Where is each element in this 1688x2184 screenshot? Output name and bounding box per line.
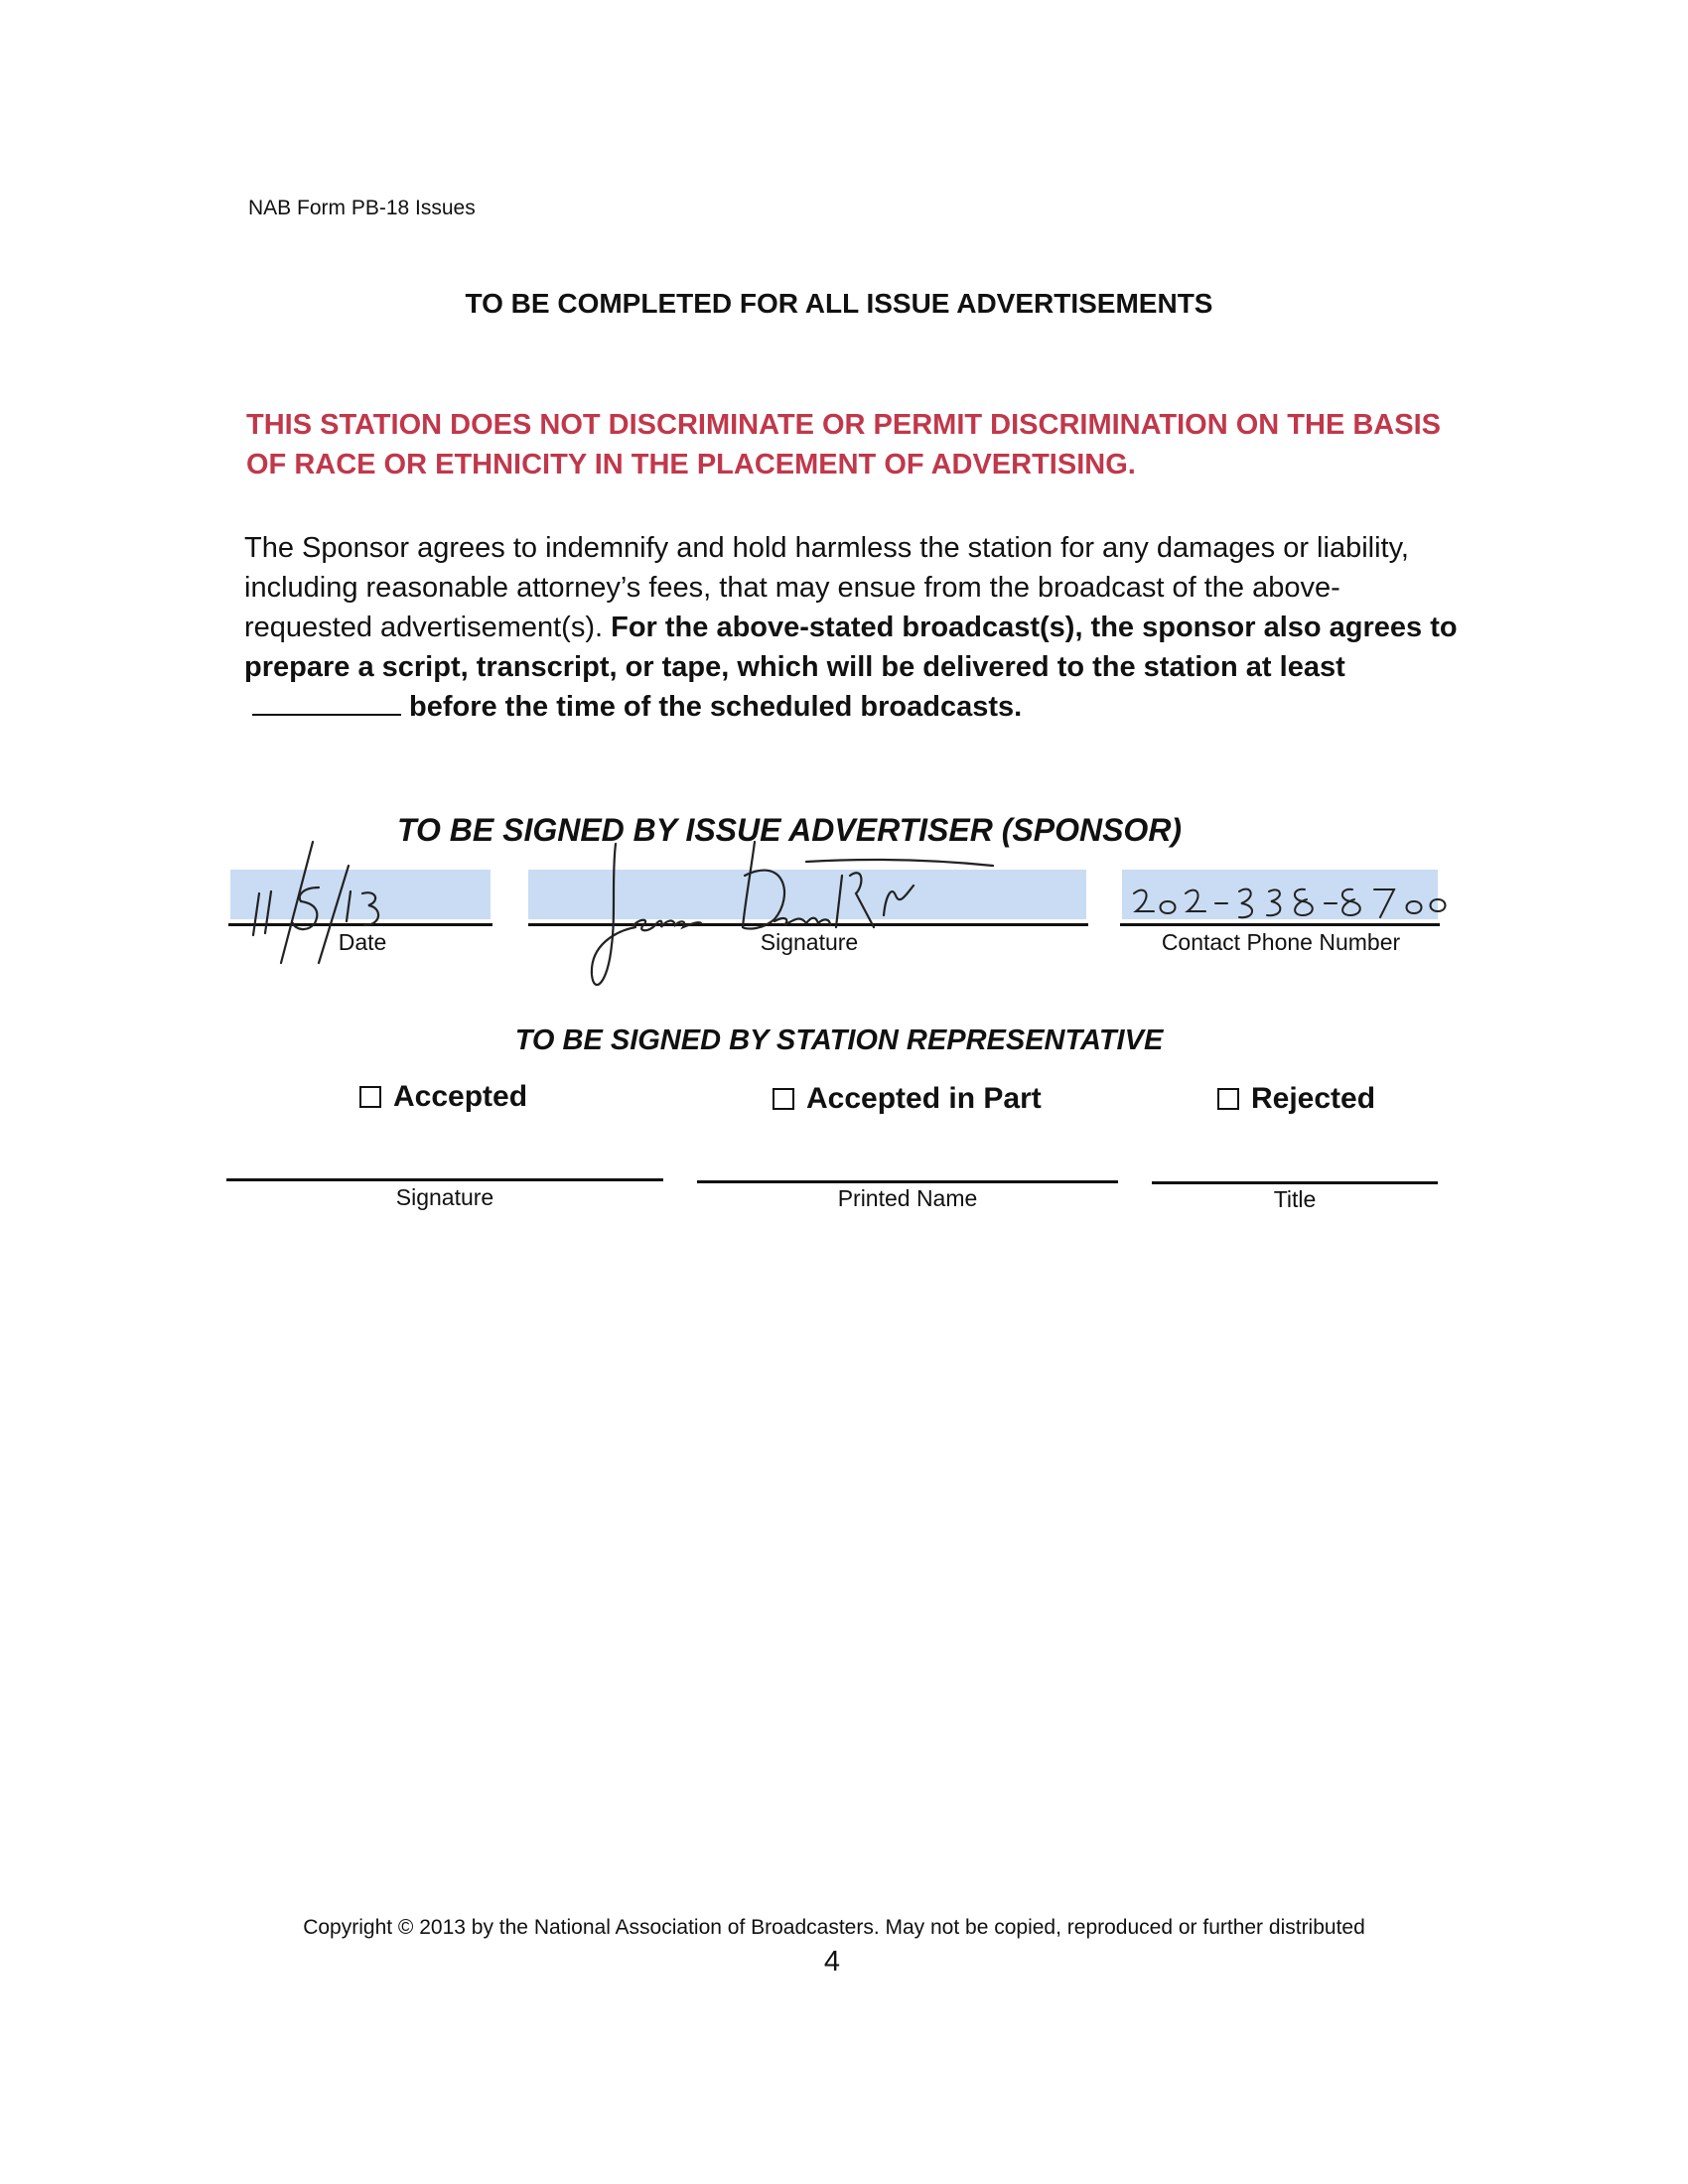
- checkbox-accepted-in-part[interactable]: [773, 1088, 794, 1110]
- checkbox-rejected[interactable]: [1217, 1088, 1239, 1110]
- option-accepted[interactable]: [359, 1080, 527, 1114]
- option-rejected-label: Rejected: [1251, 1082, 1376, 1115]
- date-label: Date: [338, 929, 387, 955]
- checkbox-accepted[interactable]: [359, 1086, 381, 1108]
- section-heading: TO BE COMPLETED FOR ALL ISSUE ADVERTISEMENTS: [465, 288, 1213, 319]
- sponsor-signature-label: Signature: [760, 929, 859, 955]
- printed-name-line[interactable]: [697, 1180, 1118, 1183]
- copyright: Copyright © 2013 by the National Association of Broadcasters. May not be copied, reproduced or further distributed: [303, 1916, 1365, 1939]
- nondiscrimination-notice: THIS STATION DOES NOT DISCRIMINATE OR PERMIT DISCRIMINATION ON THE BASIS OF RACE OR ETHNICITY IN THE PLACEMENT OF ADVERTISING.: [246, 409, 1441, 480]
- title-line[interactable]: [1152, 1181, 1438, 1184]
- printed-name-label: Printed Name: [837, 1185, 978, 1211]
- option-rejected[interactable]: [1217, 1082, 1375, 1116]
- option-accepted-in-part[interactable]: [773, 1082, 1042, 1116]
- indemnity-terms: [244, 528, 1466, 727]
- station-signature-label: Signature: [395, 1184, 494, 1210]
- phone-label: Contact Phone Number: [1161, 929, 1401, 955]
- option-accepted-label: Accepted: [393, 1080, 528, 1113]
- station-heading: TO BE SIGNED BY STATION REPRESENTATIVE: [514, 1024, 1164, 1056]
- terms-bold-end: before the time of the scheduled broadcasts.: [409, 691, 1023, 723]
- handwritten-signature: [576, 836, 1053, 1005]
- form-id: NAB Form PB-18 Issues: [248, 197, 476, 219]
- terms-bold-start: For the above-stated broadcast(s), the sponsor also agrees to prepare a script, transcript, or tape, which will be delivered to the station at least: [244, 612, 1458, 683]
- option-accepted-in-part-label: Accepted in Part: [806, 1082, 1042, 1115]
- delivery-time-blank[interactable]: [252, 688, 401, 716]
- title-label: Title: [1273, 1186, 1317, 1212]
- station-signature-line[interactable]: [226, 1178, 663, 1181]
- sponsor-heading: TO BE SIGNED BY ISSUE ADVERTISER (SPONSOR): [397, 812, 1183, 848]
- terms-plain: The Sponsor agrees to indemnify and hold harmless the station for any damages or liability, including reasonable attorney’s fees, that may ensue from the broadcast of the above-requested advertisement(s).: [244, 532, 1409, 643]
- page-number: 4: [823, 1946, 841, 1978]
